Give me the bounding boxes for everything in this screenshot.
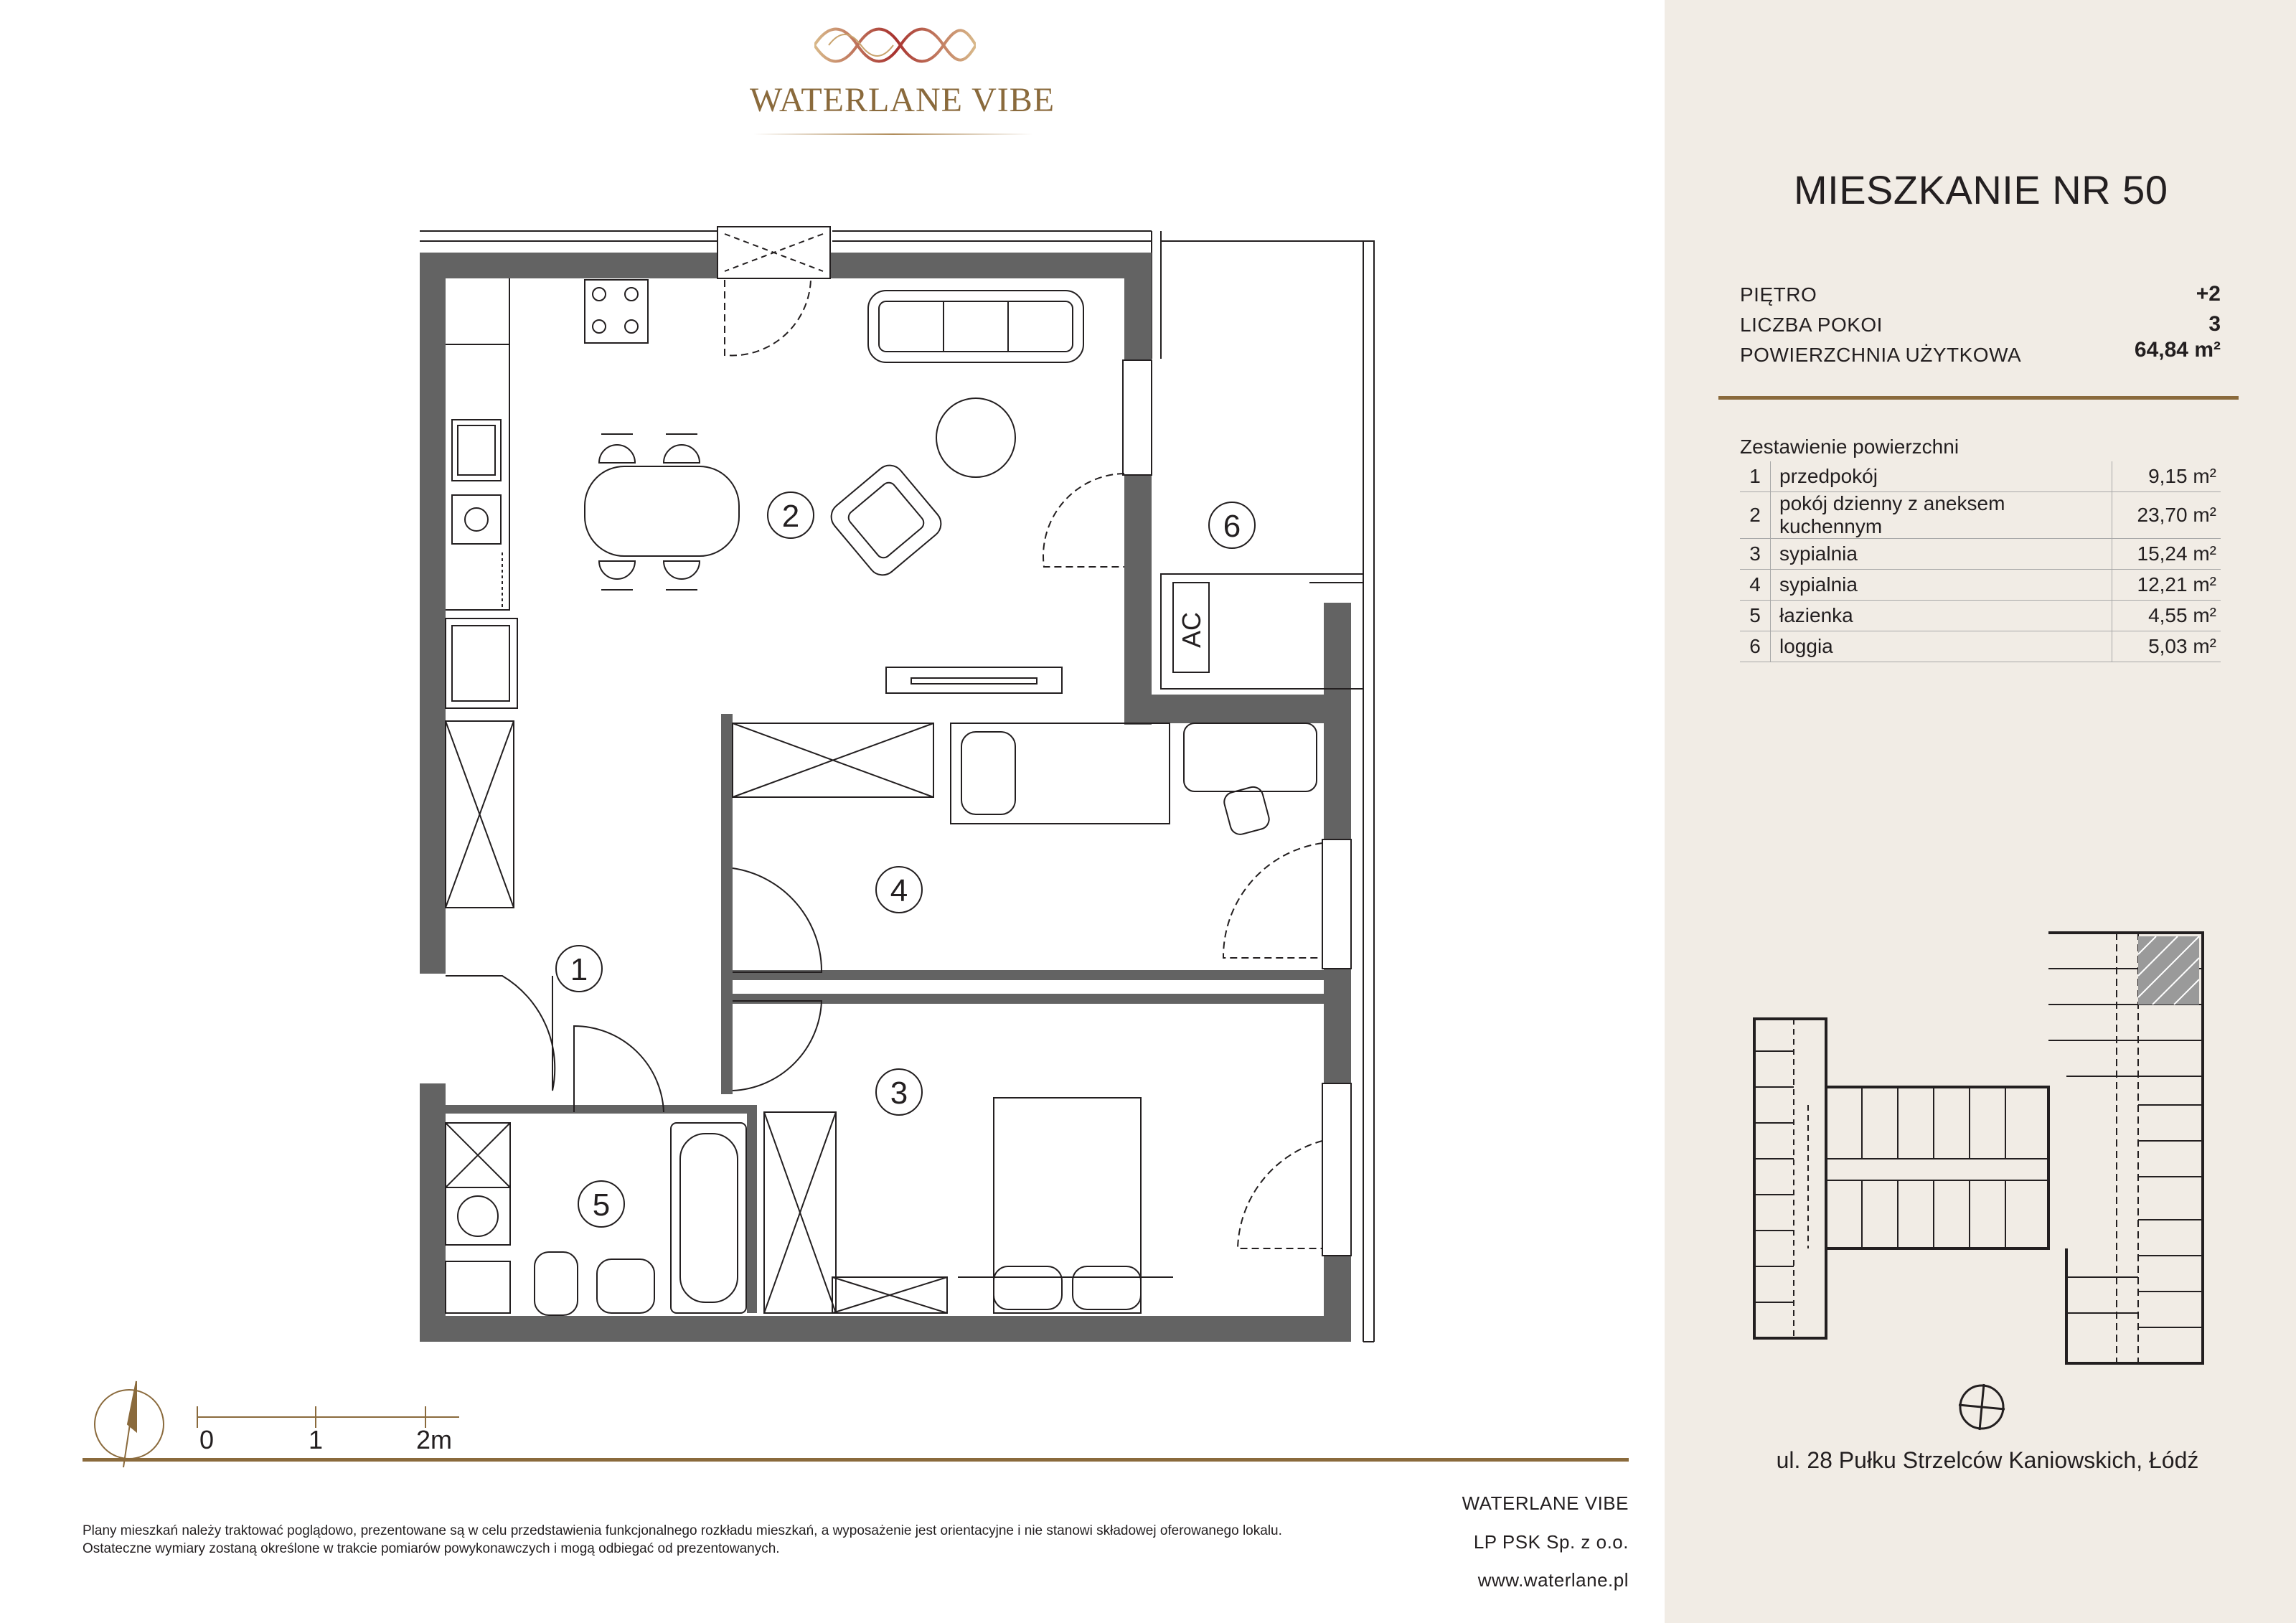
building-key-plan bbox=[1722, 926, 2224, 1385]
disclaimer-line-2: Ostateczne wymiary zostaną określone w trakcie pomiarów powykonawczych i mogą odbiegać od prezentowanych. bbox=[83, 1541, 780, 1556]
door-swings bbox=[725, 280, 1322, 1248]
apartment-title: MIESZKANIE NR 50 bbox=[1794, 167, 2168, 212]
highlighted-apartment bbox=[2138, 936, 2199, 1005]
table-row bbox=[1740, 492, 2221, 539]
ac-label: AC bbox=[1177, 611, 1206, 649]
row-area: 5,03 m² bbox=[2112, 631, 2221, 662]
scale-tick-2m: 2m bbox=[416, 1425, 453, 1454]
room-1-label: 1 bbox=[570, 952, 588, 987]
row-area: 12,21 m² bbox=[2112, 570, 2221, 601]
footer-brand: WATERLANE VIBE bbox=[1462, 1492, 1629, 1514]
compass-icon bbox=[1957, 1382, 2007, 1432]
north-arrow-icon bbox=[95, 1381, 164, 1467]
brand-name: WATERLANE VIBE bbox=[750, 81, 1055, 119]
floor-value: +2 bbox=[2196, 282, 2221, 306]
interior-doors bbox=[446, 868, 822, 1112]
address: ul. 28 Pułku Strzelców Kaniowskich, Łódź bbox=[1776, 1447, 2199, 1473]
table-row bbox=[1740, 631, 2221, 662]
row-name: loggia bbox=[1771, 631, 2112, 662]
footer-company: LP PSK Sp. z o.o. bbox=[1473, 1531, 1629, 1553]
floor-label: PIĘTRO bbox=[1740, 283, 1817, 306]
table-row bbox=[1740, 461, 2221, 492]
footer-divider bbox=[83, 1458, 1629, 1462]
room-4-label: 4 bbox=[890, 873, 908, 908]
table-row bbox=[1740, 570, 2221, 601]
row-area: 23,70 m² bbox=[2112, 492, 2221, 539]
disclaimer bbox=[83, 1522, 1446, 1558]
row-name: łazienka bbox=[1771, 601, 2112, 631]
dining-table bbox=[585, 434, 739, 590]
row-area: 4,55 m² bbox=[2112, 601, 2221, 631]
row-name: pokój dzienny z aneksem kuchennym bbox=[1771, 492, 2112, 539]
table-row bbox=[1740, 539, 2221, 570]
row-number: 1 bbox=[1740, 461, 1771, 492]
scale-tick-0: 0 bbox=[199, 1425, 215, 1454]
row-area: 15,24 m² bbox=[2112, 539, 2221, 570]
room-5-label: 5 bbox=[592, 1187, 611, 1223]
bedroom-3-furniture bbox=[764, 1098, 1173, 1313]
room-6-label: 6 bbox=[1223, 509, 1241, 544]
disclaimer-line-1: Plany mieszkań należy traktować poglądowo, prezentowane są w celu przedstawienia funkcjonalnego rozkładu mieszkań, a wyposażenie jest orientacyjne i nie stanowi składowej oferowanego lokalu. bbox=[83, 1523, 1282, 1538]
row-number: 5 bbox=[1740, 601, 1771, 631]
row-name: sypialnia bbox=[1771, 570, 2112, 601]
row-number: 4 bbox=[1740, 570, 1771, 601]
bedroom-4-furniture bbox=[733, 723, 1317, 837]
room-3-label: 3 bbox=[890, 1076, 908, 1111]
row-number: 3 bbox=[1740, 539, 1771, 570]
scale-tick-1: 1 bbox=[309, 1425, 324, 1454]
row-number: 2 bbox=[1740, 492, 1771, 539]
kitchen-counter bbox=[446, 278, 648, 908]
details-divider bbox=[1718, 396, 2239, 400]
rooms-label: LICZBA POKOI bbox=[1740, 314, 1883, 336]
sofa bbox=[825, 291, 1083, 693]
row-name: przedpokój bbox=[1771, 461, 2112, 492]
row-area: 9,15 m² bbox=[2112, 461, 2221, 492]
areas-title: Zestawienie powierzchni bbox=[1740, 436, 1959, 458]
row-name: sypialnia bbox=[1771, 539, 2112, 570]
row-number: 6 bbox=[1740, 631, 1771, 662]
rooms-value: 3 bbox=[2208, 312, 2221, 336]
area-label: POWIERZCHNIA UŻYTKOWA bbox=[1740, 344, 2022, 366]
areas-table bbox=[1740, 461, 2221, 662]
windows bbox=[718, 227, 1351, 1256]
footer-website[interactable]: www.waterlane.pl bbox=[1477, 1569, 1629, 1591]
area-value: 64,84 m² bbox=[2134, 338, 2221, 362]
table-row bbox=[1740, 601, 2221, 631]
room-2-label: 2 bbox=[781, 499, 800, 534]
